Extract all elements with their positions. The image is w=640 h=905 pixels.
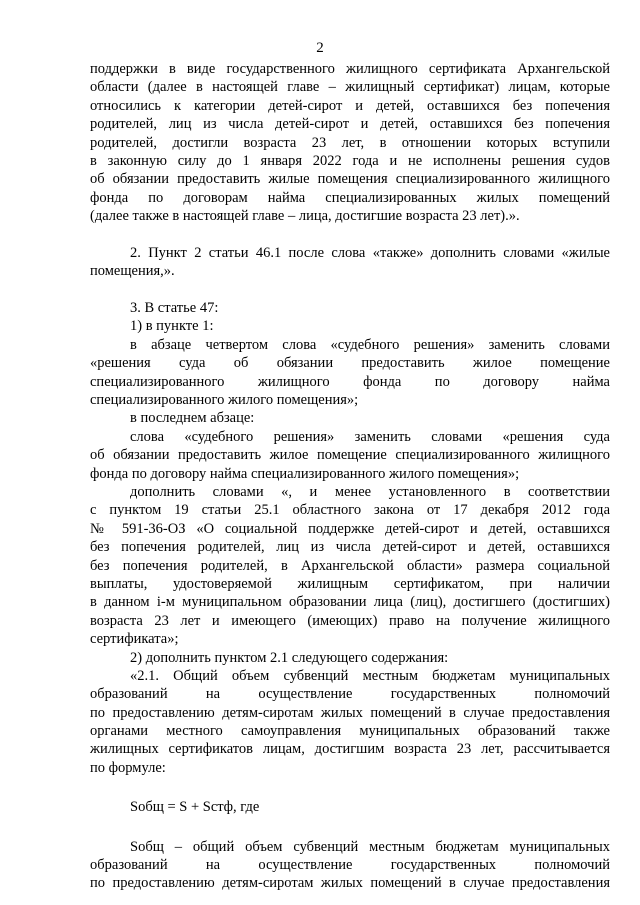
- text-line: об обязании предоставить жилые помещения специализированного жилищного: [90, 171, 610, 188]
- text-line: (далее также в настоящей главе – лица, достигшие возраста 23 лет).».: [90, 208, 520, 225]
- text-line: сертификата»;: [90, 631, 179, 648]
- page-number: 2: [316, 40, 324, 56]
- text-line: слова «судебного решения» заменить словами «решения суда: [130, 428, 610, 445]
- document-body: [90, 60, 610, 893]
- paragraph-gap: [90, 777, 610, 798]
- text-line: образований на осуществление государственных полномочий: [90, 857, 610, 874]
- text-line: по предоставлению детям-сиротам жилых помещений в случае предоставления: [90, 704, 610, 721]
- text-line: 1) в пункте 1:: [130, 318, 214, 335]
- text-line: с пунктом 19 статьи 25.1 областного закона от 17 декабря 2012 года: [90, 502, 610, 519]
- text-line: возраста 23 лет и имеющего (имеющих) право на получение жилищного: [90, 612, 610, 629]
- text-line: фонда по договорам найма специализированных жилых помещений: [90, 189, 610, 206]
- text-line: в последнем абзаце:: [130, 410, 255, 427]
- text-line: в абзаце четвертом слова «судебного решения» заменить словами: [130, 336, 610, 353]
- formula-line: Sобщ = S + Sстф, где: [130, 799, 260, 816]
- text-line: 3. В статье 47:: [130, 300, 219, 317]
- text-line: «решения суда об обязании предоставить жилое помещение: [90, 355, 610, 372]
- text-line: по предоставлению детям-сиротам жилых помещений в случае предоставления: [90, 875, 610, 892]
- text-line: относились к категории детей-сирот и детей, оставшихся без попечения: [90, 97, 610, 114]
- text-line: 2) дополнить пунктом 2.1 следующего содержания:: [130, 649, 449, 666]
- text-line: № 591-36-ОЗ «О социальной поддержке детей-сирот и детей, оставшихся: [90, 520, 610, 537]
- text-line: области (далее в настоящей главе – жилищный сертификат) лицам, которые: [90, 79, 610, 96]
- text-line: в законную силу до 1 января 2022 года и не исполнены решения судов: [90, 152, 610, 169]
- paragraph-gap: [90, 281, 610, 299]
- text-line: фонда по договору найма специализированного жилого помещения»;: [90, 465, 520, 482]
- text-line: без попечения родителей, лиц из числа детей-сирот и детей, оставшихся: [90, 539, 610, 556]
- text-line: по формуле:: [90, 759, 166, 776]
- text-line: родителей, лиц из числа детей-сирот и детей, оставшихся без попечения: [90, 116, 610, 133]
- text-line: без попечения родителей, в Архангельской области» размера социальной: [90, 557, 610, 574]
- text-line: об обязании предоставить жилое помещение специализированного жилищного: [90, 447, 610, 464]
- paragraph-gap: [90, 817, 610, 838]
- text-line: 2. Пункт 2 статьи 46.1 после слова «также» дополнить словами «жилые: [130, 244, 610, 261]
- text-line: специализированного жилого помещения»;: [90, 392, 359, 409]
- text-line: Sобщ – общий объем субвенций местным бюджетам муниципальных: [130, 838, 610, 855]
- text-line: специализированного жилищного фонда по договору найма: [90, 373, 610, 390]
- text-line: образований на осуществление государственных полномочий: [90, 686, 610, 703]
- text-line: дополнить словами «, и менее установленного в соответствии: [130, 483, 610, 500]
- text-line: поддержки в виде государственного жилищного сертификата Архангельской: [90, 61, 610, 77]
- text-line: «2.1. Общий объем субвенций местным бюджетам муниципальных: [130, 667, 610, 684]
- text-line: органами местного самоуправления муниципальных образований также: [90, 723, 610, 740]
- text-line: родителей, достигли возраста 23 лет, в отношении которых вступили: [90, 134, 610, 151]
- paragraph-gap: [90, 226, 610, 244]
- text-line: помещения,».: [90, 263, 175, 280]
- text-line: в данном i-м муниципальном образовании лица (лиц), достигшего (достигших): [90, 594, 610, 611]
- text-line: жилищных сертификатов лицам, достигшим возраста 23 лет, рассчитывается: [90, 741, 610, 758]
- text-line: выплаты, удостоверяемой жилищным сертификатом, при наличии: [90, 575, 610, 592]
